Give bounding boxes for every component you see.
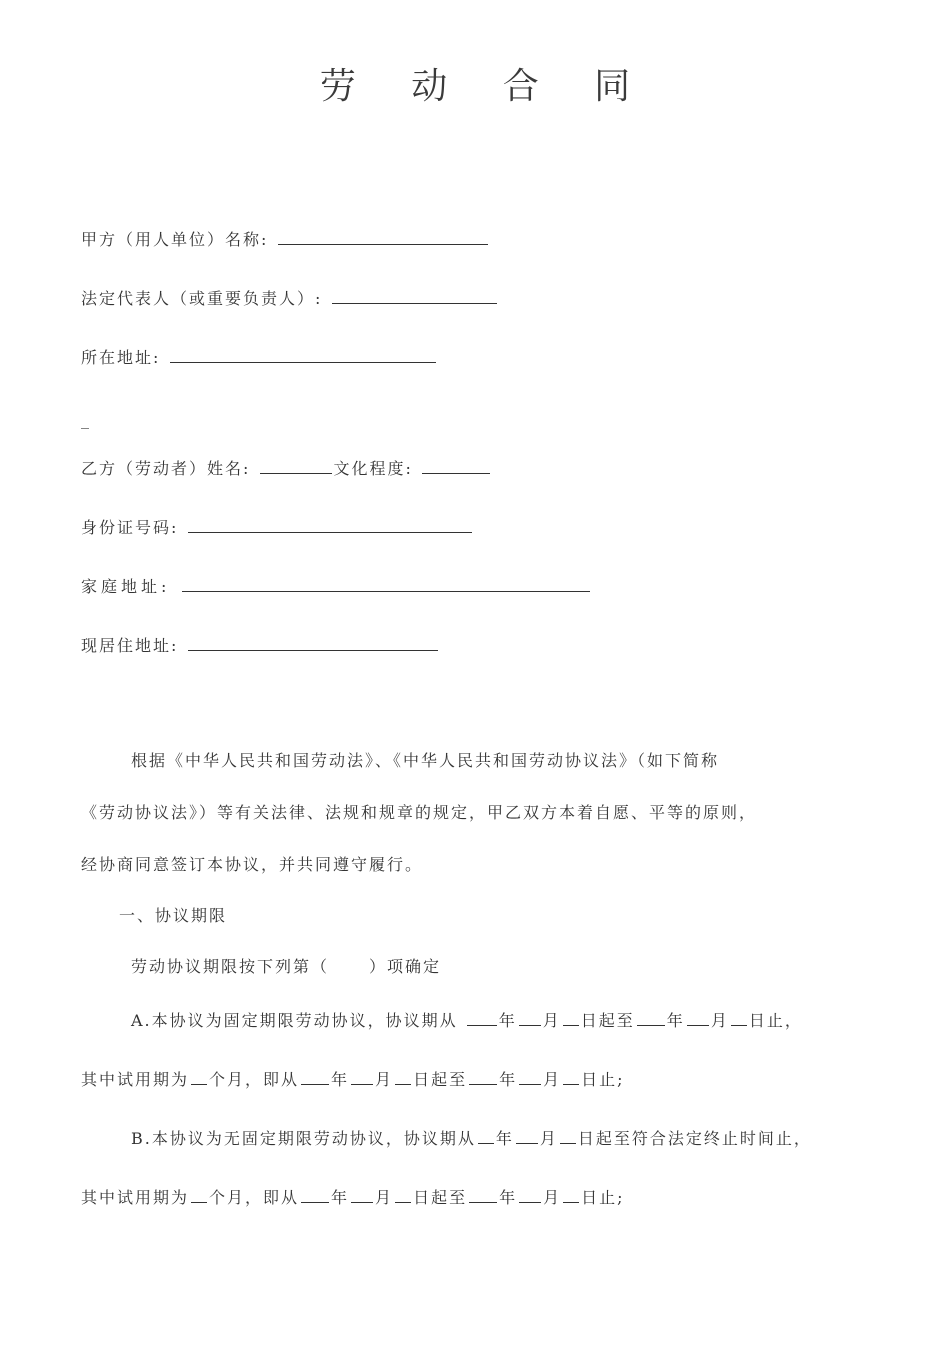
a-start-day-blank[interactable] [563,1010,579,1026]
b-prob-end-year-blank[interactable] [469,1187,497,1203]
option-a-prefix: A.本协议为固定期限劳动协议，协议期从 [131,1011,458,1030]
b-start-month-blank[interactable] [516,1128,538,1144]
party-b-current-row [81,635,440,656]
b-prob-end-month-blank[interactable] [519,1187,541,1203]
day-from-label: 日起至 [413,1070,468,1089]
document-title: 劳 动 合 同 [319,66,653,107]
b-prob-start-year-blank[interactable] [301,1187,329,1203]
year-label: 年 [666,1011,685,1030]
party-b-name-blank[interactable] [260,458,332,474]
day-end-label: 日止; [581,1070,625,1089]
day-from-label: 日起至 [580,1011,635,1030]
separator-mark: _ [81,410,91,429]
preamble-line-2: 《劳动协议法》）等有关法律、法规和规章的规定，甲乙双方本着自愿、平等的原则， [81,803,758,822]
a-probation-months-blank[interactable] [191,1069,207,1085]
option-a-row [131,1010,803,1031]
year-label: 年 [499,1070,518,1089]
month-label: 月 [375,1070,394,1089]
party-a-rep-row [81,288,499,309]
b-prob-start-month-blank[interactable] [351,1187,373,1203]
party-b-id-label: 身份证号码: [81,518,179,537]
party-a-rep-blank[interactable] [332,288,497,304]
probation-prefix: 其中试用期为 [81,1188,190,1207]
month-label: 月 [543,1188,562,1207]
term-choice-post: ）项确定 [369,957,442,976]
a-end-day-blank[interactable] [731,1010,747,1026]
party-b-home-blank[interactable] [182,576,590,592]
party-a-name-label: 甲方（用人单位）名称: [81,230,269,249]
a-prob-start-day-blank[interactable] [395,1069,411,1085]
a-end-month-blank[interactable] [687,1010,709,1026]
probation-unit: 个月，即从 [209,1188,300,1207]
year-label: 年 [498,1011,517,1030]
party-b-education-blank[interactable] [422,458,490,474]
party-a-address-row [81,347,438,368]
party-b-current-blank[interactable] [188,635,438,651]
option-b-suffix: 日起至符合法定终止时间止， [577,1129,812,1148]
option-b-row [131,1128,812,1149]
year-label: 年 [499,1188,518,1207]
option-b-prefix: B.本协议为无固定期限劳动协议，协议期从 [131,1129,476,1148]
party-a-name-row [81,229,490,250]
party-b-education-label: 文化程度: [333,459,413,478]
party-a-name-blank[interactable] [278,229,488,245]
month-label: 月 [710,1011,729,1030]
party-b-name-row [81,458,492,479]
a-end-year-blank[interactable] [637,1010,665,1026]
a-start-year-blank[interactable] [467,1010,497,1026]
preamble-line-1: 根据《中华人民共和国劳动法》、《中华人民共和国劳动协议法》（如下简称 [131,751,720,770]
a-prob-start-month-blank[interactable] [351,1069,373,1085]
a-prob-end-month-blank[interactable] [519,1069,541,1085]
a-start-month-blank[interactable] [519,1010,541,1026]
b-start-day-blank[interactable] [560,1128,576,1144]
b-probation-months-blank[interactable] [191,1187,207,1203]
day-end-label: 日止; [581,1188,625,1207]
month-label: 月 [375,1188,394,1207]
section-1-heading: 一、协议期限 [119,906,228,925]
party-b-home-row [81,576,592,597]
a-prob-start-year-blank[interactable] [301,1069,329,1085]
preamble-line-3: 经协商同意签订本协议，并共同遵守履行。 [81,855,424,874]
month-label: 月 [543,1070,562,1089]
party-a-rep-label: 法定代表人（或重要负责人）: [81,289,323,308]
a-prob-end-year-blank[interactable] [469,1069,497,1085]
b-prob-end-day-blank[interactable] [563,1187,579,1203]
party-b-home-label: 家庭地址: [81,577,171,596]
party-b-current-label: 现居住地址: [81,636,179,655]
probation-unit: 个月，即从 [209,1070,300,1089]
day-from-label: 日起至 [413,1188,468,1207]
b-start-year-blank[interactable] [478,1128,494,1144]
month-label: 月 [542,1011,561,1030]
a-prob-end-day-blank[interactable] [563,1069,579,1085]
party-a-address-blank[interactable] [170,347,436,363]
term-choice-pre: 劳动协议期限按下列第（ [131,957,330,976]
year-label: 年 [331,1070,350,1089]
party-b-id-blank[interactable] [188,517,472,533]
option-b-probation-row [81,1187,625,1208]
term-choice-row [131,957,441,977]
party-a-address-label: 所在地址: [81,348,161,367]
day-end-label: 日止， [748,1011,803,1030]
month-label: 月 [539,1129,558,1148]
year-label: 年 [331,1188,350,1207]
probation-prefix: 其中试用期为 [81,1070,190,1089]
option-a-probation-row [81,1069,625,1090]
year-label: 年 [495,1129,514,1148]
party-b-id-row [81,517,474,538]
party-b-name-label: 乙方（劳动者）姓名: [81,459,251,478]
b-prob-start-day-blank[interactable] [395,1187,411,1203]
